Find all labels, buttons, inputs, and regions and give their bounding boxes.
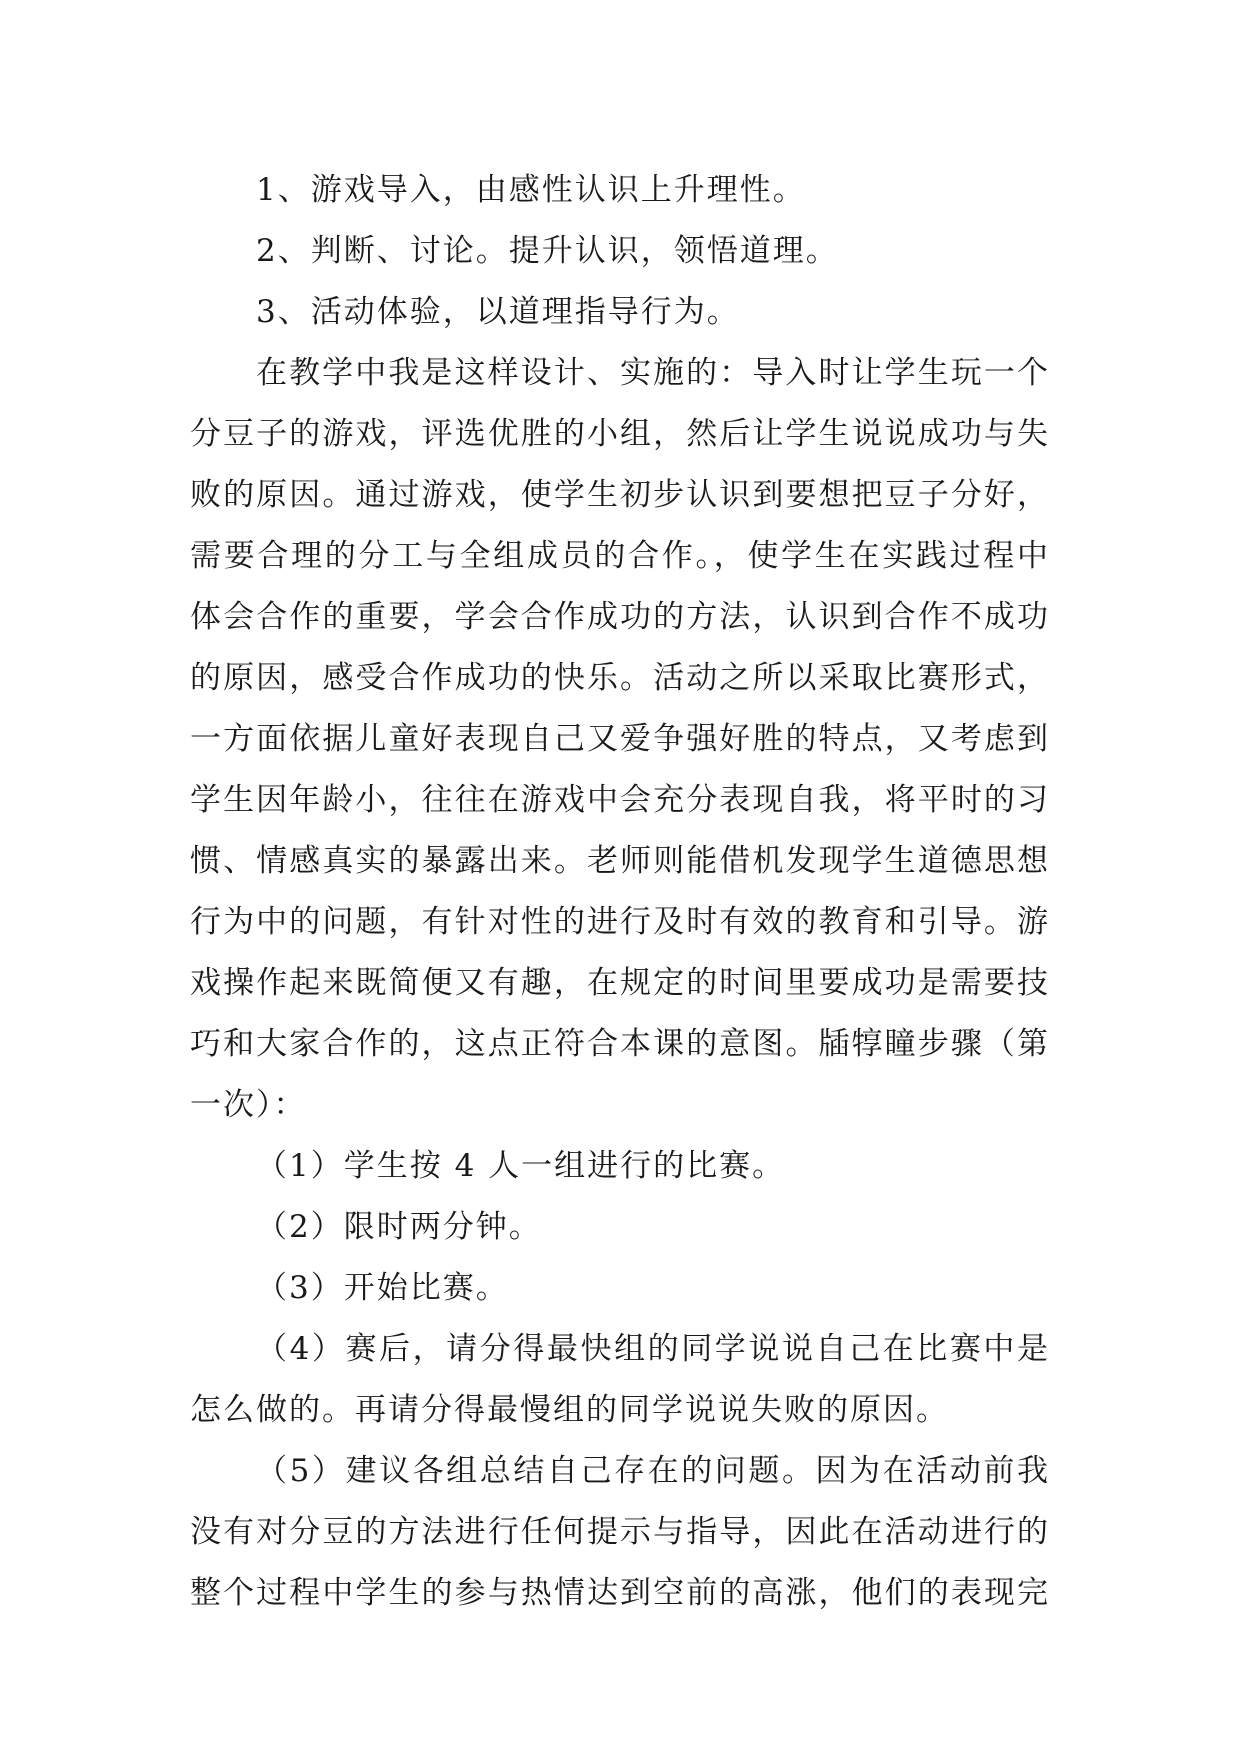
paragraph-line: 一方面依据儿童好表现自己又爱争强好胜的特点，又考虑到 — [190, 721, 1050, 757]
paragraph-line: 没有对分豆的方法进行任何提示与指导，因此在活动进行的 — [190, 1514, 1050, 1550]
paragraph-line: 行为中的问题，有针对性的进行及时有效的教育和引导。游 — [190, 904, 1050, 940]
list-item-2: 2、判断、讨论。提升认识，领悟道理。 — [256, 233, 839, 269]
paragraph-line: 学生因年龄小，往往在游戏中会充分表现自我，将平时的习 — [190, 782, 1050, 818]
list-item-3: 3、活动体验，以道理指导行为。 — [256, 294, 740, 330]
paragraph-line: 分豆子的游戏，评选优胜的小组，然后让学生说说成功与失 — [190, 416, 1050, 452]
paragraph-line: 惯、情感真实的暴露出来。老师则能借机发现学生道德思想 — [190, 843, 1050, 879]
step-item-1: （1）学生按 4 人一组进行的比赛。 — [256, 1148, 786, 1184]
document-page — [190, 160, 1050, 1624]
step-item-2: （2）限时两分钟。 — [256, 1209, 542, 1245]
paragraph-line: 巧和大家合作的，这点正符合本课的意图。牐犉瞳步骤（第 — [190, 1026, 1050, 1062]
paragraph-line: 怎么做的。再请分得最慢组的同学说说失败的原因。 — [190, 1392, 949, 1428]
paragraph-line: 戏操作起来既简便又有趣，在规定的时间里要成功是需要技 — [190, 965, 1050, 1001]
paragraph-line: 的原因，感受合作成功的快乐。活动之所以采取比赛形式， — [190, 660, 1050, 696]
paragraph-line: 败的原因。通过游戏，使学生初步认识到要想把豆子分好， — [190, 477, 1050, 513]
list-item-1: 1、游戏导入，由感性认识上升理性。 — [256, 172, 806, 208]
step-item-5: （5）建议各组总结自己存在的问题。因为在活动前我 — [256, 1453, 1050, 1489]
paragraph-line: 一次）： — [190, 1087, 307, 1123]
paragraph-line: 在教学中我是这样设计、实施的：导入时让学生玩一个 — [256, 355, 1050, 391]
paragraph-line: 体会合作的重要，学会合作成功的方法，认识到合作不成功 — [190, 599, 1050, 635]
step-item-3: （3）开始比赛。 — [256, 1270, 509, 1306]
paragraph-line: 整个过程中学生的参与热情达到空前的高涨，他们的表现完 — [190, 1575, 1050, 1611]
paragraph-line: 需要合理的分工与全组成员的合作。，使学生在实践过程中 — [190, 538, 1050, 574]
step-item-4: （4）赛后，请分得最快组的同学说说自己在比赛中是 — [256, 1331, 1050, 1367]
